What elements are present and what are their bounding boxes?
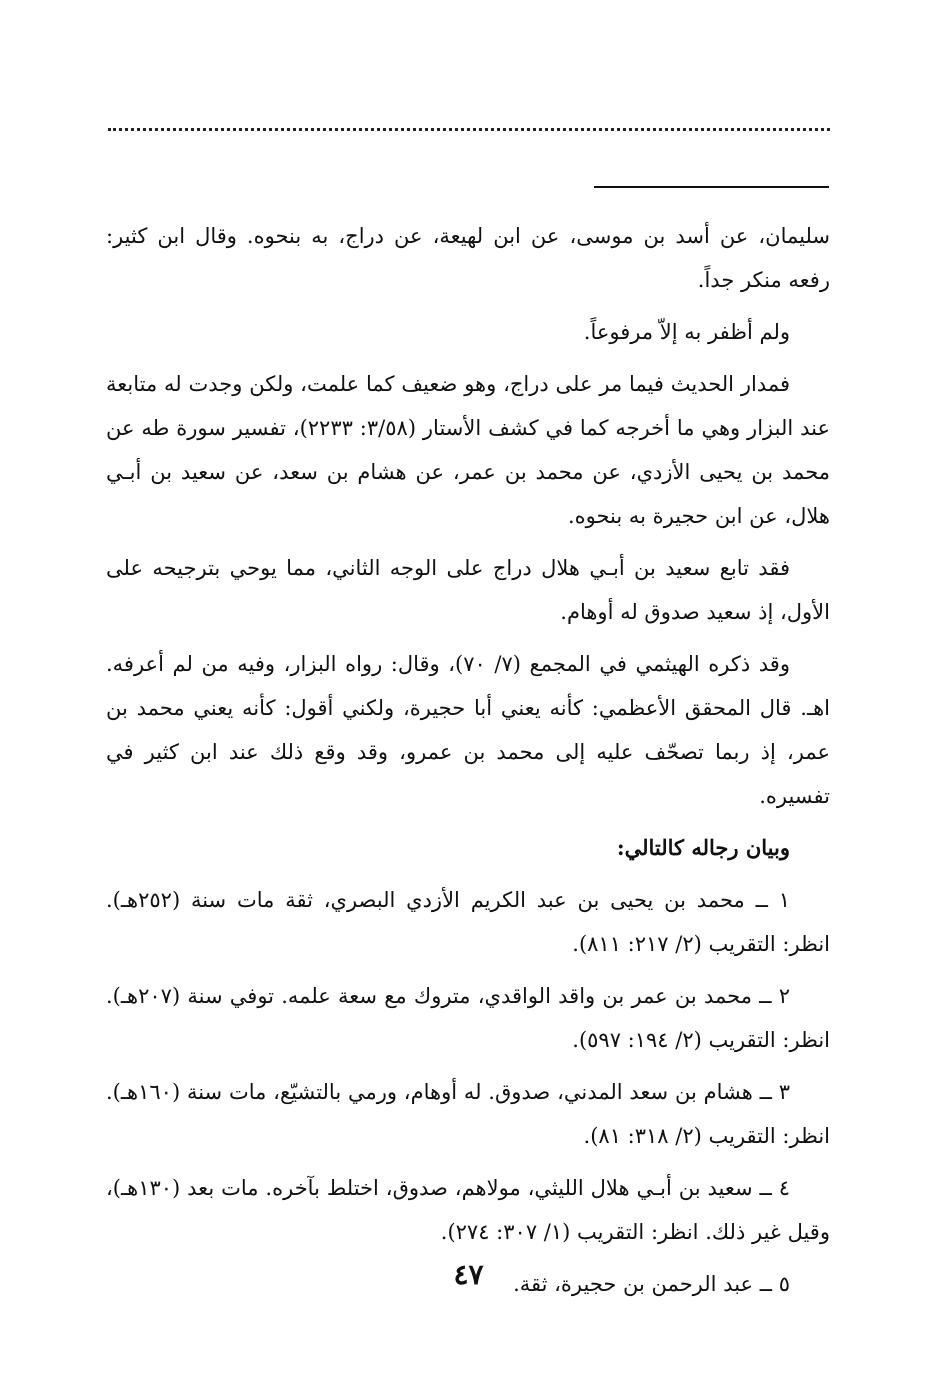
paragraph: وقد ذكره الهيثمي في المجمع (٧/ ٧٠)، وقال: رواه البزار، وفيه من لم أعرفه. اهـ. قال المحقق الأعظمي: كأنه يعني أبا حجيرة، ولكني أقول: كأنه يعني محمد بن عمر، إذ ربما تصحّف عليه إلى محمد بن عمرو، وقد وقع ذلك عند ابن كثير في تفسيره. [106,652,830,808]
paragraph: فمدار الحديث فيما مر على دراج، وهو ضعيف كما علمت، ولكن وجدت له متابعة عند البزار وهي ما أخرجه كما في كشف الأستار (٣/٥٨: ٢٢٣٣)، تفسير سورة طه عن محمد بن يحيى الأزدي، عن محمد بن عمر، عن هشام بن سعد، عن سعيد بن أبـي هلال، عن ابن حجيرة به بنحوه. [106,372,830,528]
dotted-separator [108,128,830,131]
footnote-text [106,214,830,1314]
narrator-item: ٤ ــ سعيد بن أبـي هلال الليثي، مولاهم، صدوق، اختلط بآخره. مات بعد (١٣٠هـ)، وقيل غير ذلك. انظر: التقريب (١/ ٣٠٧: ٢٧٤). [106,1176,830,1244]
paragraph: ولم أظفر به إلاّ مرفوعاً. [583,320,790,344]
paragraph-continuation: سليمان، عن أسد بن موسى، عن ابن لهيعة، عن دراج، به بنحوه. وقال ابن كثير: رفعه منكر جداً. [106,224,830,292]
narrators-heading: وبيان رجاله كالتالي: [616,835,790,860]
page-number: ٤٧ [453,1258,484,1291]
narrator-item: ٣ ــ هشام بن سعد المدني، صدوق. له أوهام، ورمي بالتشيّع، مات سنة (١٦٠هـ). انظر: التقريب (٢/ ٣١٨: ٨١). [106,1080,830,1148]
narrator-item: ٢ ــ محمد بن عمر بن واقد الواقدي، متروك مع سعة علمه. توفي سنة (٢٠٧هـ). انظر: التقريب (٢/ ١٩٤: ٥٩٧). [106,984,830,1052]
paragraph: فقد تابع سعيد بن أبـي هلال دراج على الوجه الثاني، مما يوحي بترجيحه على الأول، إذ سعيد صدوق له أوهام. [106,556,830,624]
narrator-item: ١ ــ محمد بن يحيى بن عبد الكريم الأزدي البصري، ثقة مات سنة (٢٥٢هـ). انظر: التقريب (٢/ ٢١٧: ٨١١). [106,888,830,956]
narrator-item: ٥ ــ عبد الرحمن بن حجيرة، ثقة. [513,1272,790,1296]
footnote-rule [594,186,829,188]
